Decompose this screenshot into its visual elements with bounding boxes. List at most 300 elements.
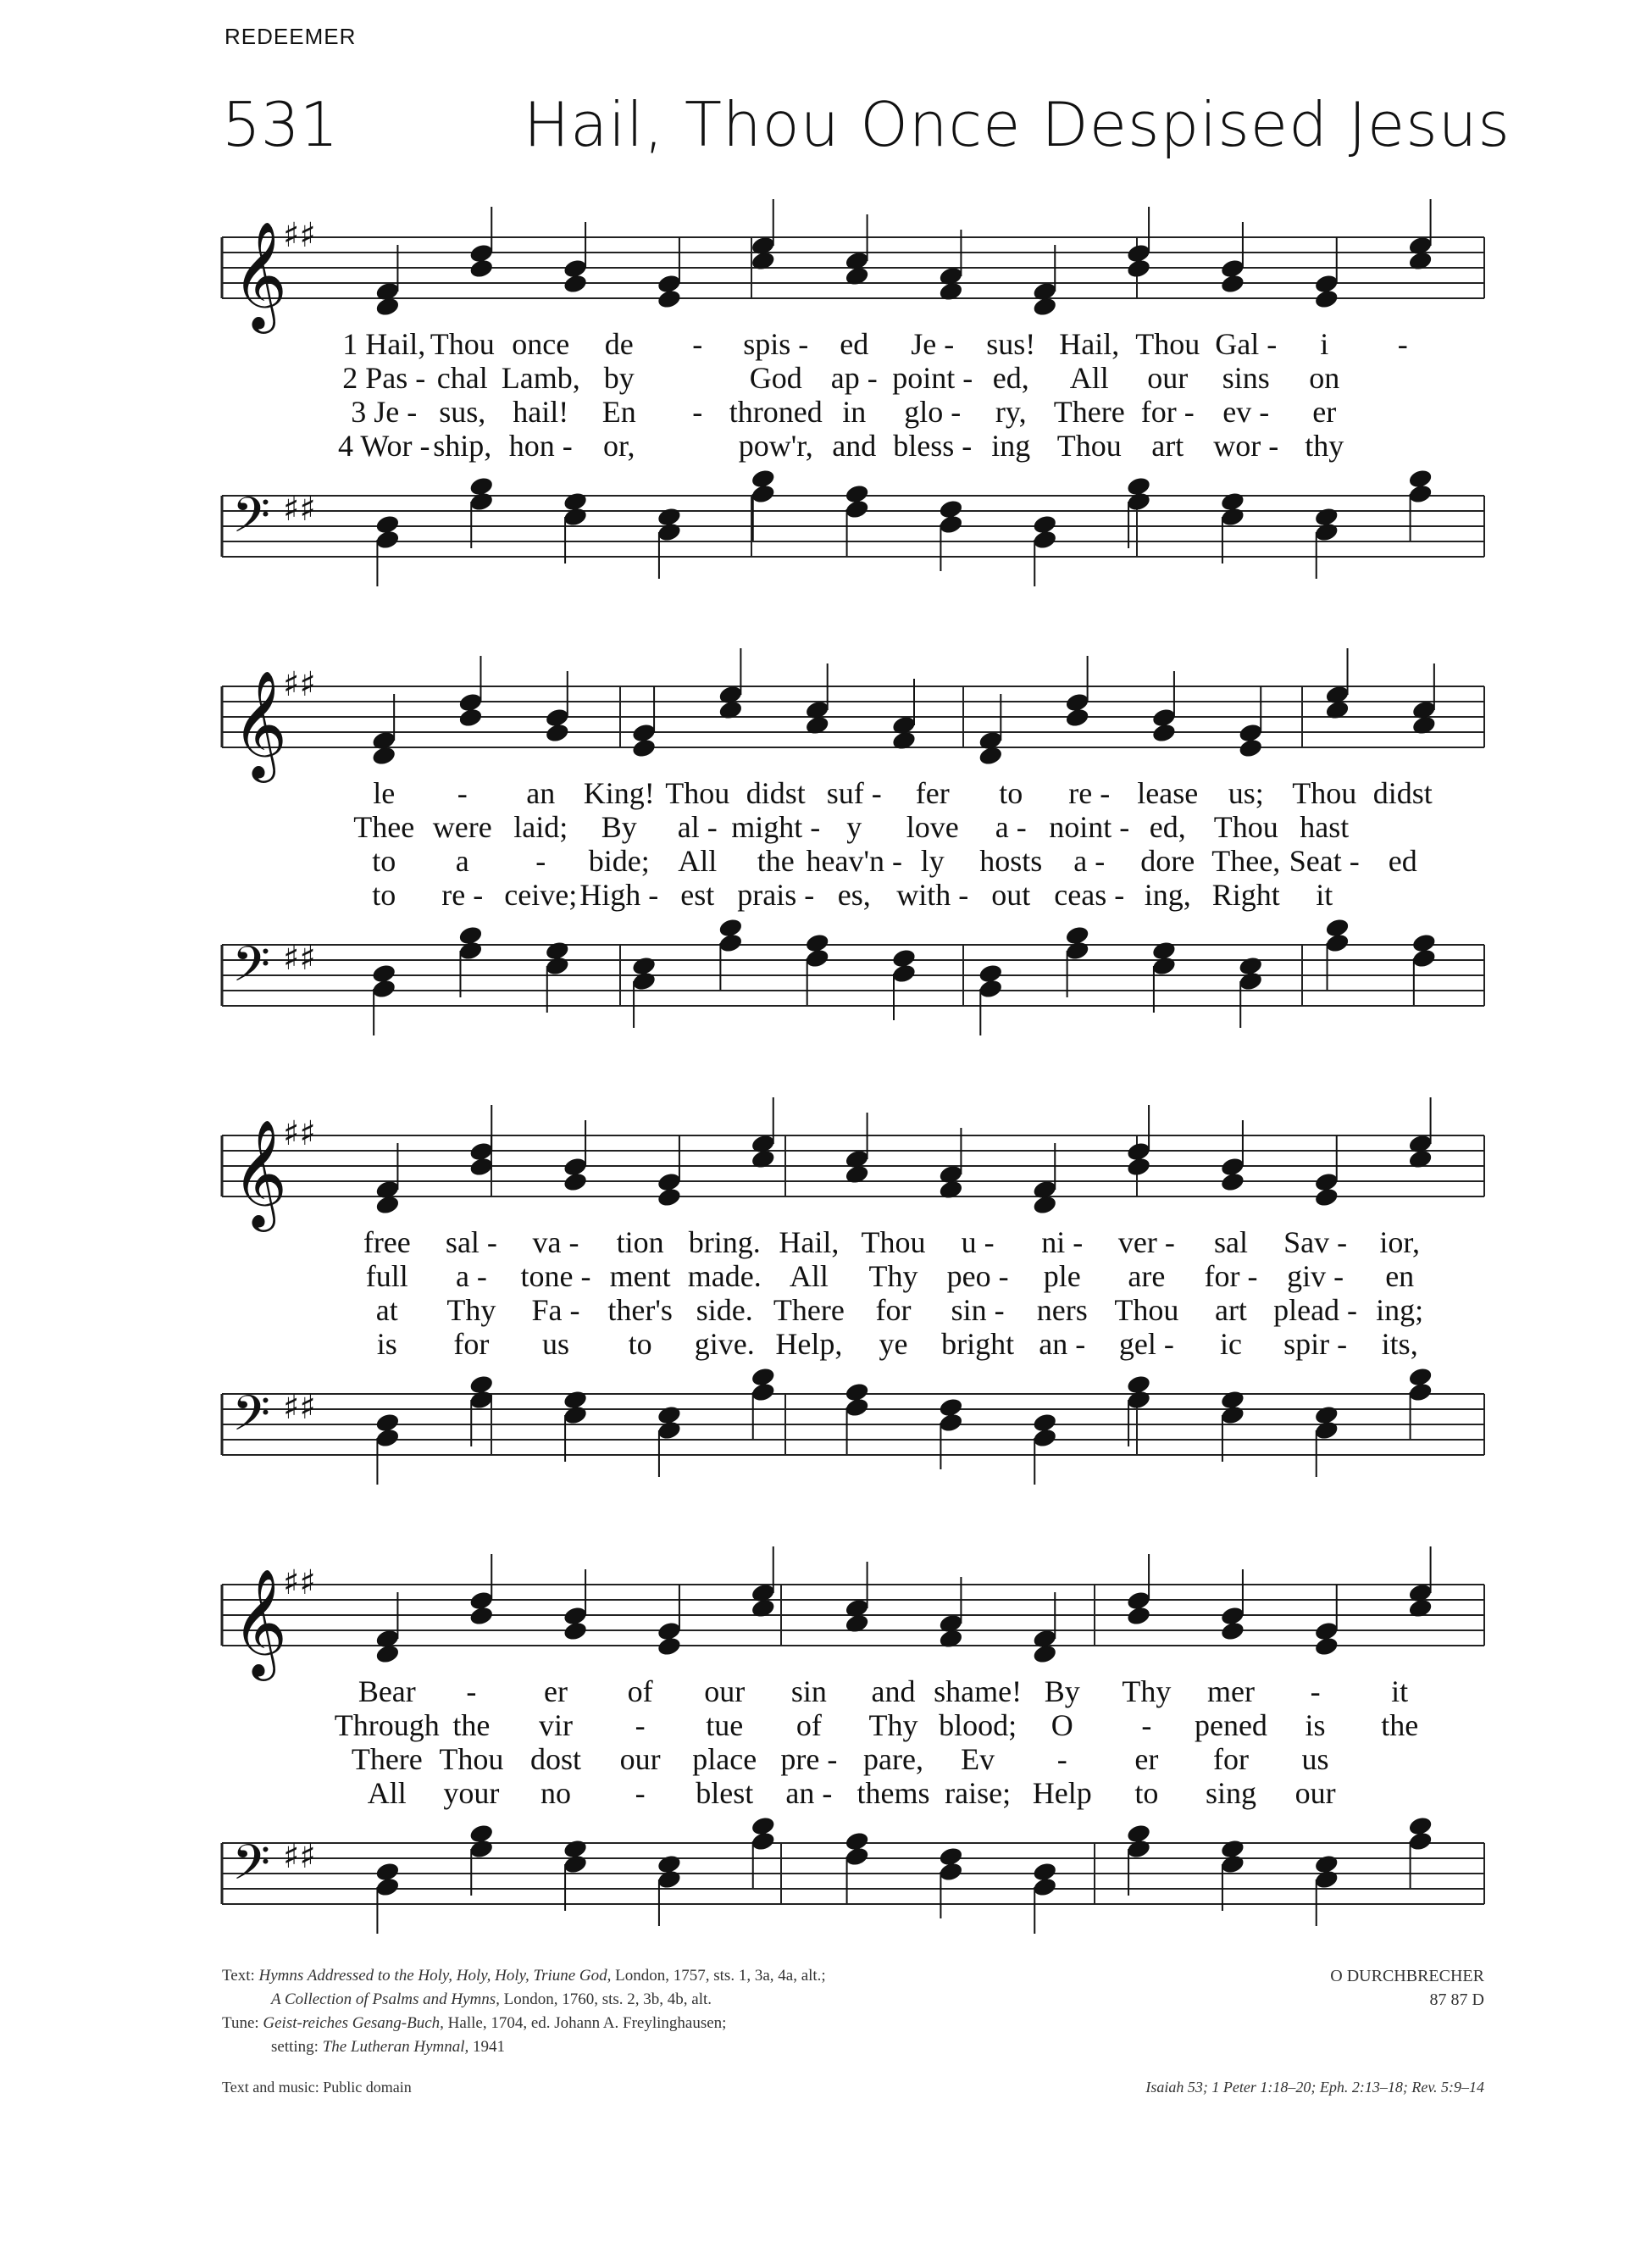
lyric-syllable: made. — [687, 1259, 762, 1293]
lyric-syllable: mer — [1206, 1674, 1255, 1708]
hymn-number: 531 — [222, 89, 339, 160]
lyric-syllable: noint - — [1049, 810, 1130, 844]
lyric-syllable: de — [604, 327, 634, 361]
lyric-syllable: - — [692, 327, 703, 361]
lyric-syllable: ners — [1036, 1293, 1088, 1327]
note-head — [718, 917, 744, 939]
lyric-syllable: sal — [1213, 1225, 1248, 1259]
lyric-syllable: a — [455, 844, 469, 878]
lyric-syllable: for - — [1140, 395, 1195, 429]
lyric-syllable: bless - — [893, 429, 973, 463]
lyric-syllable: love — [906, 810, 959, 844]
note-head — [657, 1404, 683, 1426]
note-head — [1238, 722, 1264, 744]
note-head — [1407, 468, 1433, 490]
lyric-syllable: sing — [1205, 1776, 1256, 1810]
lyric-syllable: us — [542, 1327, 570, 1361]
note-head — [844, 1381, 870, 1403]
lyric-syllable: with - — [896, 878, 969, 912]
key-signature-icon: ♯♯ — [283, 664, 316, 704]
text-source-2-rest: London, 1760, sts. 2, 3b, 4b, alt. — [503, 1990, 712, 2008]
lyric-syllable: ship, — [433, 429, 492, 463]
lyric-syllable: Lamb, — [501, 361, 580, 395]
lyric-syllable: for — [453, 1327, 490, 1361]
lyric-syllable: High - — [579, 878, 659, 912]
lyric-syllable: Je - — [911, 327, 955, 361]
lyric-syllable: suf - — [826, 776, 882, 810]
lyric-syllable: re - — [1068, 776, 1111, 810]
tune-name: O DURCHBRECHER — [1330, 1967, 1484, 1985]
note-head — [563, 491, 589, 513]
note-head — [1238, 955, 1264, 977]
lyric-syllable: i — [1320, 327, 1329, 361]
note-head — [657, 1171, 683, 1193]
lyric-syllable: raise; — [945, 1776, 1012, 1810]
lyric-syllable: full — [365, 1259, 408, 1293]
lyric-syllable: Thy — [868, 1259, 918, 1293]
treble-staff — [222, 664, 1484, 778]
note-head — [1220, 491, 1246, 513]
lyric-syllable: Sav - — [1283, 1225, 1348, 1259]
lyric-syllable: and — [871, 1674, 916, 1708]
lyric-syllable: hast — [1300, 810, 1350, 844]
lyric-syllable: 2 Pas - — [342, 361, 426, 395]
meter: 87 87 D — [1429, 1990, 1484, 2009]
lyric-syllable: us — [1301, 1742, 1329, 1776]
lyric-syllable: bring. — [688, 1225, 761, 1259]
lyric-syllable: a - — [455, 1259, 487, 1293]
note-head — [371, 963, 397, 985]
note-head — [468, 475, 495, 497]
lyric-syllable: - — [535, 844, 546, 878]
lyric-syllable: Through — [334, 1708, 440, 1742]
lyric-syllable: ing — [991, 429, 1031, 463]
lyric-syllable: sal - — [445, 1225, 497, 1259]
lyric-syllable: al - — [677, 810, 718, 844]
lyric-syllable: throned — [729, 395, 823, 429]
note-head — [844, 483, 870, 505]
lyric-syllable: ic — [1219, 1327, 1242, 1361]
note-head — [1411, 932, 1438, 954]
lyric-syllable: ceive; — [504, 878, 578, 912]
lyric-syllable: - — [635, 1776, 646, 1810]
note-head — [1313, 1853, 1339, 1875]
lyric-syllable: Thou — [1213, 810, 1278, 844]
note-head — [1032, 514, 1058, 536]
lyric-syllable: bide; — [588, 844, 650, 878]
lyric-syllable: pre - — [780, 1742, 838, 1776]
note-head — [374, 1412, 401, 1434]
key-signature-icon: ♯♯ — [283, 489, 316, 529]
lyric-syllable: ed — [840, 327, 869, 361]
note-head — [1313, 1620, 1339, 1642]
lyric-syllable: free — [363, 1225, 411, 1259]
lyric-syllable: ed, — [1149, 810, 1186, 844]
lyric-syllable: God — [749, 361, 802, 395]
lyric-syllable: pare, — [863, 1742, 923, 1776]
lyric-syllable: tion — [616, 1225, 664, 1259]
music-system — [222, 1542, 1484, 1915]
note-head — [544, 707, 570, 729]
lyric-syllable: at — [375, 1293, 398, 1327]
note-head — [750, 468, 776, 490]
lyric-syllable: - — [1056, 1742, 1067, 1776]
note-head — [468, 1374, 495, 1396]
lyric-line-stanza-1 — [222, 1224, 1484, 1258]
lyric-syllable: an - — [1039, 1327, 1086, 1361]
lyric-syllable: - — [635, 1708, 646, 1742]
music-system — [222, 195, 1484, 568]
lyric-syllable: All — [1069, 361, 1109, 395]
lyric-syllable: - — [1397, 327, 1408, 361]
lyric-syllable: of — [627, 1674, 653, 1708]
note-head — [1032, 1412, 1058, 1434]
note-head — [457, 691, 484, 713]
note-head — [468, 1141, 495, 1163]
lyric-syllable: of — [796, 1708, 822, 1742]
note-head — [657, 273, 683, 295]
note-head — [750, 1366, 776, 1388]
lyric-syllable: ed — [1388, 844, 1417, 878]
lyric-syllable: our — [619, 1742, 661, 1776]
note-head — [1313, 1404, 1339, 1426]
note-head — [750, 1815, 776, 1837]
lyric-syllable: giv - — [1287, 1259, 1344, 1293]
key-signature-icon: ♯♯ — [283, 1563, 316, 1602]
lyric-syllable: King! — [583, 776, 655, 810]
lyric-syllable: re - — [441, 878, 484, 912]
lyric-syllable: the — [1381, 1708, 1419, 1742]
note-head — [1220, 1838, 1246, 1860]
scripture-references: Isaiah 53; 1 Peter 1:18–20; Eph. 2:13–18; Rev. 5:9–14 — [1145, 2079, 1484, 2096]
lyric-syllable: prais - — [737, 878, 815, 912]
lyric-line-stanza-2 — [222, 1258, 1484, 1292]
lyric-syllable: - — [692, 395, 703, 429]
lyric-syllable: our — [1294, 1776, 1336, 1810]
lyric-syllable: heav'n - — [806, 844, 902, 878]
lyric-syllable: fer — [915, 776, 950, 810]
lyric-syllable: spis - — [743, 327, 809, 361]
lyric-syllable: 1 Hail, — [342, 327, 426, 361]
treble-staff — [222, 1563, 1484, 1676]
lyric-syllable: There — [1053, 395, 1125, 429]
lyric-syllable: Ev — [961, 1742, 995, 1776]
setting-source: The Lutheran Hymnal, — [322, 2038, 469, 2056]
treble-staff — [222, 215, 1484, 329]
lyric-line-stanza-1 — [222, 326, 1484, 360]
lyric-syllable: art — [1151, 429, 1184, 463]
lyric-line-stanza-4 — [222, 1775, 1484, 1809]
note-head — [938, 498, 964, 520]
note-head — [631, 722, 657, 744]
lyric-syllable: or, — [602, 429, 635, 463]
lyric-syllable: lease — [1137, 776, 1199, 810]
lyric-syllable: Hail, — [1059, 327, 1120, 361]
note-head — [1220, 1156, 1246, 1178]
lyric-syllable: ing, — [1144, 878, 1191, 912]
note-head — [1126, 1590, 1152, 1612]
lyric-syllable: tone - — [520, 1259, 591, 1293]
lyric-syllable: y — [846, 810, 862, 844]
lyric-syllable: Thou — [1135, 327, 1200, 361]
lyric-syllable: wor - — [1213, 429, 1279, 463]
lyric-syllable: Thou — [439, 1742, 504, 1776]
lyric-syllable: dost — [530, 1742, 582, 1776]
tune-label: Tune: — [222, 2014, 259, 2032]
lyric-syllable: us; — [1228, 776, 1264, 810]
lyric-syllable: ed, — [992, 361, 1029, 395]
lyric-syllable: Right — [1211, 878, 1280, 912]
lyric-syllable: es, — [837, 878, 871, 912]
lyric-syllable: u - — [961, 1225, 995, 1259]
note-head — [1151, 940, 1178, 962]
lyric-syllable: and — [832, 429, 877, 463]
lyric-syllable: give. — [694, 1327, 755, 1361]
lyric-syllable: laid; — [513, 810, 568, 844]
lyric-line-stanza-3 — [222, 843, 1484, 877]
bass-staff — [222, 1835, 1484, 1928]
lyric-syllable: - — [1141, 1708, 1152, 1742]
lyric-syllable: sins — [1222, 361, 1270, 395]
lyric-syllable: in — [842, 395, 867, 429]
lyric-syllable: There — [773, 1293, 845, 1327]
bass-clef-icon: 𝄢 — [232, 935, 271, 1005]
note-head — [1064, 691, 1090, 713]
lyric-syllable: for — [875, 1293, 912, 1327]
note-head — [374, 514, 401, 536]
note-head — [978, 963, 1004, 985]
note-head — [1126, 1141, 1152, 1163]
note-head — [1126, 242, 1152, 264]
key-signature-icon: ♯♯ — [283, 1836, 316, 1876]
lyric-syllable: our — [1147, 361, 1189, 395]
note-head — [563, 1389, 589, 1411]
lyric-syllable: ev - — [1222, 395, 1270, 429]
note-head — [563, 1605, 589, 1627]
note-head — [374, 1861, 401, 1883]
lyric-syllable: Thy — [868, 1708, 918, 1742]
lyric-syllable: ing; — [1376, 1293, 1424, 1327]
lyric-syllable: Thou — [430, 327, 495, 361]
lyric-syllable: an - — [785, 1776, 833, 1810]
lyric-syllable: shame! — [934, 1674, 1023, 1708]
lyric-line-stanza-4 — [222, 428, 1484, 462]
lyric-syllable: no — [541, 1776, 572, 1810]
lyric-syllable: Thou — [1114, 1293, 1179, 1327]
lyric-syllable: ior, — [1379, 1225, 1420, 1259]
lyric-line-stanza-4 — [222, 877, 1484, 911]
lyric-line-stanza-3 — [222, 1741, 1484, 1775]
lyric-syllable: for — [1212, 1742, 1249, 1776]
setting-year: 1941 — [473, 2038, 506, 2056]
lyric-syllable: ple — [1043, 1259, 1081, 1293]
lyric-syllable: side. — [696, 1293, 753, 1327]
lyric-syllable: Thy — [446, 1293, 496, 1327]
tune-info — [1330, 1964, 1484, 2012]
lyric-syllable: hail! — [513, 395, 569, 429]
lyric-syllable: le — [373, 776, 396, 810]
lyric-syllable: ly — [920, 844, 945, 878]
lyric-syllable: plead - — [1273, 1293, 1358, 1327]
bass-staff — [222, 1385, 1484, 1479]
lyric-syllable: Help, — [775, 1327, 843, 1361]
lyric-syllable: hon - — [508, 429, 573, 463]
lyric-syllable: va - — [532, 1225, 579, 1259]
note-head — [1126, 1823, 1152, 1845]
copyright: Text and music: Public domain — [222, 2079, 412, 2096]
lyric-syllable: it — [1391, 1674, 1409, 1708]
lyric-syllable: spir - — [1283, 1327, 1348, 1361]
lyric-syllable: - — [457, 776, 468, 810]
lyric-syllable: point - — [892, 361, 973, 395]
lyric-syllable: O — [1051, 1708, 1073, 1742]
lyric-syllable: by — [603, 361, 635, 395]
tune-source-rest: Halle, 1704, ed. Johann A. Freylinghausen; — [447, 2014, 727, 2032]
lyric-syllable: didst — [1372, 776, 1433, 810]
note-head — [1126, 1374, 1152, 1396]
setting-label: setting: — [271, 2038, 319, 2056]
note-head — [1220, 1605, 1246, 1627]
bass-staff — [222, 936, 1484, 1030]
note-head — [468, 242, 495, 264]
lyric-syllable: All — [367, 1776, 407, 1810]
lyric-syllable: glo - — [904, 395, 962, 429]
note-head — [804, 932, 830, 954]
note-head — [657, 1620, 683, 1642]
lyric-syllable: All — [789, 1259, 829, 1293]
lyric-syllable: thems — [856, 1776, 930, 1810]
note-head — [1313, 1171, 1339, 1193]
lyric-syllable: chal — [436, 361, 488, 395]
lyric-syllable: is — [376, 1327, 397, 1361]
note-head — [468, 1823, 495, 1845]
lyric-syllable: our — [704, 1674, 746, 1708]
lyric-syllable: place — [692, 1742, 757, 1776]
lyric-syllable: pow'r, — [738, 429, 813, 463]
note-head — [1126, 475, 1152, 497]
lyric-syllable: Thou — [665, 776, 730, 810]
key-signature-icon: ♯♯ — [283, 938, 316, 978]
note-head — [657, 506, 683, 528]
note-head — [1151, 707, 1178, 729]
note-head — [1407, 1815, 1433, 1837]
lyric-syllable: ment — [609, 1259, 671, 1293]
note-head — [938, 1396, 964, 1418]
lyric-syllable: to — [1134, 1776, 1159, 1810]
lyric-syllable: the — [757, 844, 795, 878]
note-head — [631, 955, 657, 977]
lyric-syllable: Hail, — [779, 1225, 840, 1259]
note-head — [1220, 1389, 1246, 1411]
text-label: Text: — [222, 1967, 255, 1985]
lyric-syllable: your — [443, 1776, 500, 1810]
bass-staff — [222, 487, 1484, 580]
lyric-line-stanza-1 — [222, 1674, 1484, 1707]
credits — [222, 1964, 1069, 2059]
lyric-syllable: vir — [539, 1708, 574, 1742]
lyric-syllable: were — [432, 810, 492, 844]
lyric-syllable: dore — [1140, 844, 1195, 878]
note-head — [1313, 506, 1339, 528]
lyric-syllable: er — [1134, 1742, 1159, 1776]
note-head — [1032, 1861, 1058, 1883]
lyric-syllable: Thee — [353, 810, 415, 844]
lyric-syllable: it — [1316, 878, 1333, 912]
lyric-syllable: once — [512, 327, 570, 361]
note-head — [457, 924, 484, 947]
lyric-syllable: to — [372, 844, 396, 878]
lyric-syllable: By — [601, 810, 637, 844]
lyric-syllable: est — [680, 878, 715, 912]
lyric-syllable: out — [991, 878, 1031, 912]
note-head — [938, 1846, 964, 1868]
text-source-2: A Collection of Psalms and Hymns, — [271, 1990, 500, 2008]
treble-clef-icon: 𝄞 — [232, 220, 288, 329]
lyric-syllable: Seat - — [1289, 844, 1360, 878]
treble-clef-icon: 𝄞 — [232, 669, 288, 778]
note-head — [657, 1853, 683, 1875]
lyric-syllable: ni - — [1041, 1225, 1084, 1259]
lyric-syllable: to — [999, 776, 1023, 810]
bass-clef-icon: 𝄢 — [232, 1834, 271, 1903]
bass-clef-icon: 𝄢 — [232, 486, 271, 556]
lyric-syllable: pened — [1194, 1708, 1267, 1742]
lyric-syllable: Help — [1032, 1776, 1092, 1810]
lyric-syllable: for - — [1204, 1259, 1258, 1293]
bass-clef-icon: 𝄢 — [232, 1385, 271, 1454]
lyric-syllable: en — [1385, 1259, 1415, 1293]
lyric-syllable: By — [1044, 1674, 1080, 1708]
lyric-syllable: ther's — [607, 1293, 673, 1327]
note-head — [1313, 273, 1339, 295]
lyric-syllable: There — [351, 1742, 423, 1776]
lyric-syllable: its, — [1381, 1327, 1418, 1361]
section-label: REDEEMER — [225, 24, 357, 49]
lyric-syllable: ceas - — [1054, 878, 1125, 912]
note-head — [563, 1838, 589, 1860]
lyric-syllable: ye — [879, 1327, 908, 1361]
lyric-line-stanza-2 — [222, 1707, 1484, 1741]
treble-clef-icon: 𝄞 — [232, 1568, 288, 1676]
lyric-syllable: Thou — [1056, 429, 1122, 463]
key-signature-icon: ♯♯ — [283, 1113, 316, 1153]
lyric-line-stanza-3 — [222, 1292, 1484, 1326]
lyric-syllable: the — [452, 1708, 491, 1742]
lyric-syllable: thy — [1305, 429, 1344, 463]
lyric-syllable: En — [601, 395, 636, 429]
lyric-syllable: peo - — [946, 1259, 1009, 1293]
note-head — [563, 258, 589, 280]
note-head — [1407, 1366, 1433, 1388]
lyric-syllable: Thee, — [1211, 844, 1281, 878]
lyric-syllable: a - — [995, 810, 1027, 844]
lyric-syllable: blood; — [939, 1708, 1017, 1742]
key-signature-icon: ♯♯ — [283, 215, 316, 255]
lyric-syllable: is — [1305, 1708, 1326, 1742]
note-head — [468, 1590, 495, 1612]
tune-source: Geist-reiches Gesang-Buch, — [263, 2014, 444, 2032]
lyric-syllable: ap - — [830, 361, 878, 395]
lyric-syllable: sus, — [439, 395, 486, 429]
lyric-syllable: sus! — [986, 327, 1036, 361]
note-head — [1324, 917, 1350, 939]
lyric-syllable: ver - — [1117, 1225, 1175, 1259]
key-signature-icon: ♯♯ — [283, 1387, 316, 1427]
text-source-1-rest: London, 1757, sts. 1, 3a, 4a, alt.; — [615, 1967, 826, 1985]
lyric-syllable: bright — [941, 1327, 1015, 1361]
lyric-syllable: gel - — [1118, 1327, 1174, 1361]
lyric-syllable: All — [678, 844, 718, 878]
